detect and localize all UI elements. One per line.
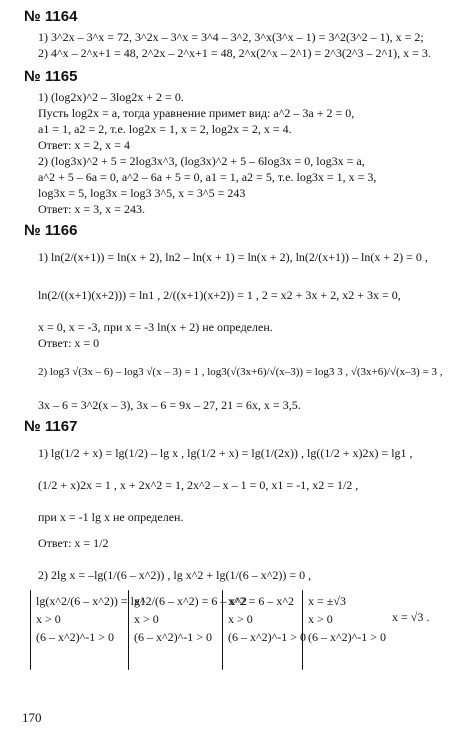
solution-line: при x = -1 lg x не определен. bbox=[38, 510, 184, 524]
system-line: (6 – x^2)^-1 > 0 bbox=[134, 630, 213, 644]
system-line: (6 – x^2)^-1 > 0 bbox=[308, 630, 387, 644]
solution-line: 1) 3^2x – 3^x = 72, 3^2x – 3^x = 3^4 – 3^2, 3^x(3^x – 1) = 3^2(3^2 – 1), x = 2; bbox=[38, 30, 424, 44]
equation-system-3 bbox=[228, 592, 306, 646]
system-line: lg(x^2/(6 – x^2)) = lg1 bbox=[36, 594, 147, 608]
solution-line: 2) (log3x)^2 + 5 = 2log3x^3, (log3x)^2 + 5 – 6log3x = 0, log3x = a, bbox=[38, 154, 365, 168]
system-line: x > 0 bbox=[36, 612, 61, 626]
solution-line: 1) lg(1/2 + x) = lg(1/2) – lg x , lg(1/2 + x) = lg(1/(2x)) , lg((1/2 + x)2x) = lg1 , bbox=[38, 446, 413, 460]
solution-line: 2) log3 √(3x – 6) – log3 √(x – 3) = 1 , log3(√(3x+6)/√(x–3)) = log3 3 , √(3x+6)/√(x–3) = 3 , bbox=[38, 366, 443, 378]
problem-header-1166: № 1166 bbox=[24, 222, 78, 239]
page-number: 170 bbox=[22, 710, 42, 725]
solution-line: Пусть log2x = a, тогда уравнение примет вид: a^2 – 3a + 2 = 0, bbox=[38, 106, 355, 120]
system-line: x = ±√3 bbox=[308, 594, 346, 608]
problem-header-1165: № 1165 bbox=[24, 68, 78, 85]
system-line: x > 0 bbox=[308, 612, 333, 626]
system-line: x > 0 bbox=[228, 612, 253, 626]
system-line: x^2/(6 – x^2) = 6 – x^2 bbox=[134, 594, 247, 608]
problem-header-1167: № 1167 bbox=[24, 418, 78, 435]
final-answer: x = √3 . bbox=[392, 610, 430, 624]
solution-line: 1) (log2x)^2 – 3log2x + 2 = 0. bbox=[38, 90, 184, 104]
solution-line: a1 = 1, a2 = 2, т.е. log2x = 1, x = 2, log2x = 2, x = 4. bbox=[38, 122, 292, 136]
equation-system-4 bbox=[308, 592, 386, 646]
solution-line: 1) ln(2/(x+1)) = ln(x + 2), ln2 – ln(x + 1) = ln(x + 2), ln(2/(x+1)) – ln(x + 2) = 0 , bbox=[38, 250, 428, 264]
solution-line: ln(2/((x+1)(x+2))) = ln1 , 2/((x+1)(x+2)) = 1 , 2 = x2 + 3x + 2, x2 + 3x = 0, bbox=[38, 288, 401, 302]
solution-line: 2) 4^x – 2^x+1 = 48, 2^2x – 2^x+1 = 48, 2^x(2^x – 2^1) = 2^3(2^3 – 2^1), x = 3. bbox=[38, 46, 431, 60]
system-brace bbox=[302, 590, 303, 670]
system-line: x^2 = 6 – x^2 bbox=[228, 594, 295, 608]
system-brace bbox=[128, 590, 129, 670]
system-brace bbox=[222, 590, 223, 670]
system-line: (6 – x^2)^-1 > 0 bbox=[228, 630, 307, 644]
solution-line: Ответ: x = 0 bbox=[38, 336, 100, 350]
solution-line: log3x = 5, log3x = log3 3^5, x = 3^5 = 243 bbox=[38, 186, 246, 200]
solution-line: 2) 2lg x = –lg(1/(6 – x^2)) , lg x^2 + lg(1/(6 – x^2)) = 0 , bbox=[38, 568, 312, 582]
system-line: x > 0 bbox=[134, 612, 159, 626]
solution-line: a^2 + 5 – 6a = 0, a^2 – 6a + 5 = 0, a1 = 1, a2 = 5, т.е. log3x = 1, x = 3, bbox=[38, 170, 377, 184]
equation-system-1 bbox=[36, 592, 146, 646]
solution-line: Ответ: x = 3, x = 243. bbox=[38, 202, 145, 216]
system-brace bbox=[30, 590, 31, 670]
solution-line: Ответ: x = 1/2 bbox=[38, 536, 109, 550]
solution-line: (1/2 + x)2x = 1 , x + 2x^2 = 1, 2x^2 – x – 1 = 0, x1 = -1, x2 = 1/2 , bbox=[38, 478, 359, 492]
solution-line: x = 0, x = -3, при x = -3 ln(x + 2) не определен. bbox=[38, 320, 273, 334]
system-line: (6 – x^2)^-1 > 0 bbox=[36, 630, 115, 644]
solution-line: Ответ: x = 2, x = 4 bbox=[38, 138, 130, 152]
problem-header-1164: № 1164 bbox=[24, 8, 78, 25]
solution-line: 3x – 6 = 3^2(x – 3), 3x – 6 = 9x – 27, 21 = 6x, x = 3,5. bbox=[38, 398, 301, 412]
